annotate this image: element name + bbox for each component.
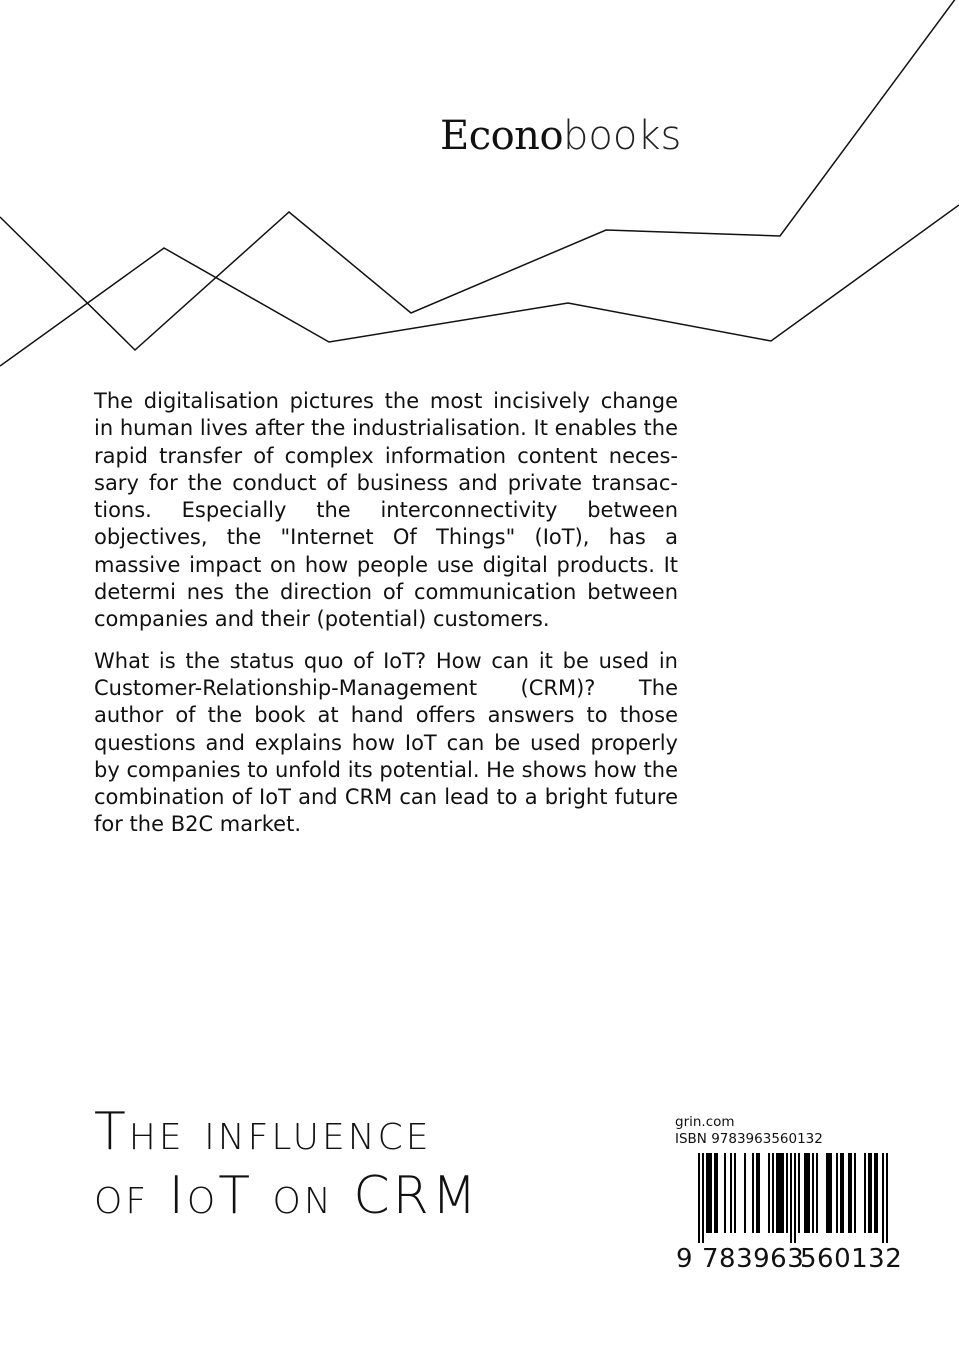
publisher-logo bbox=[440, 112, 681, 160]
barcode-bar bbox=[778, 1153, 780, 1233]
barcode-bar bbox=[828, 1153, 830, 1233]
barcode-bar bbox=[876, 1153, 878, 1233]
barcode-bar bbox=[786, 1153, 788, 1233]
decorative-line-graphic bbox=[0, 0, 959, 380]
barcode-bar bbox=[840, 1153, 842, 1233]
barcode-bar bbox=[782, 1153, 784, 1233]
barcode-bar bbox=[776, 1153, 778, 1233]
book-title-line: of IoT on CRM bbox=[94, 1166, 480, 1226]
barcode-bar bbox=[756, 1153, 758, 1233]
barcode-bar bbox=[698, 1153, 700, 1243]
barcode-bar bbox=[780, 1153, 782, 1233]
barcode-bar bbox=[752, 1153, 754, 1233]
barcode-bar bbox=[794, 1153, 796, 1243]
publisher-logo-bold: Econo bbox=[440, 113, 564, 159]
barcode-bar bbox=[804, 1153, 806, 1233]
blurb-paragraph: The digitalisation pictures the most incisively change in human lives after the industrialisation. It enables the rapid transfer of complex information content necessary for the conduct of business and private transactions. Especially the interconnectivity between objectives, the "Internet Of Things" (IoT), has a massive impact on how people use digital products. It determi nes the direction of communication between companies and their (potential) customers. bbox=[94, 389, 678, 632]
barcode-bar bbox=[706, 1153, 708, 1233]
barcode-bar bbox=[808, 1153, 810, 1233]
barcode-bar bbox=[886, 1153, 888, 1243]
barcode-digits bbox=[676, 1243, 903, 1283]
book-title-line: The influence bbox=[94, 1102, 432, 1162]
barcode-bar bbox=[734, 1153, 736, 1233]
barcode-bar bbox=[806, 1153, 808, 1233]
publisher-logo-light: books bbox=[563, 113, 682, 159]
barcode-lead-digit: 9 bbox=[676, 1244, 694, 1274]
barcode-bar bbox=[702, 1153, 704, 1243]
barcode-right-digits: 560132 bbox=[800, 1244, 903, 1274]
barcode-bar bbox=[724, 1153, 726, 1233]
barcode-bar bbox=[816, 1153, 818, 1233]
imprint bbox=[675, 1114, 823, 1148]
decorative-line-1 bbox=[0, 0, 959, 350]
barcode-bar bbox=[854, 1153, 856, 1233]
barcode-bar bbox=[836, 1153, 838, 1233]
barcode-bar bbox=[798, 1153, 800, 1233]
barcode-bar bbox=[772, 1153, 774, 1233]
barcode-bar bbox=[714, 1153, 716, 1233]
barcode-bar bbox=[868, 1153, 870, 1233]
barcode-bar bbox=[826, 1153, 828, 1233]
barcode-bar bbox=[758, 1153, 760, 1233]
barcode-bar bbox=[874, 1153, 876, 1233]
barcode-bar bbox=[812, 1153, 814, 1233]
barcode-bar bbox=[882, 1153, 884, 1243]
isbn-label: ISBN 9783963560132 bbox=[675, 1131, 823, 1147]
barcode-bar bbox=[744, 1153, 746, 1233]
barcode-bar bbox=[864, 1153, 866, 1233]
barcode-left-digits: 783963 bbox=[702, 1244, 805, 1274]
blurb-paragraph: What is the status quo of IoT? How can it be used in Customer-Relationship-Management (CRM)? The author of the book at hand offers answers to those questions and explains how IoT can be used properly by companies to unfold its potential. He shows how the combination of IoT and CRM can lead to a bright future for the B2C market. bbox=[94, 648, 678, 837]
barcode-bar bbox=[710, 1153, 712, 1233]
back-cover-blurb bbox=[94, 388, 678, 853]
barcode-bar bbox=[848, 1153, 850, 1233]
barcode-bar bbox=[768, 1153, 770, 1233]
book-title bbox=[94, 1100, 594, 1228]
barcode-bar bbox=[830, 1153, 832, 1233]
isbn-barcode bbox=[676, 1153, 900, 1243]
publisher-website: grin.com bbox=[675, 1114, 735, 1130]
barcode-bar bbox=[842, 1153, 844, 1233]
barcode-bar bbox=[716, 1153, 718, 1233]
barcode-bar bbox=[708, 1153, 710, 1233]
barcode-bar bbox=[850, 1153, 852, 1233]
barcode-bar bbox=[870, 1153, 872, 1233]
barcode-bar bbox=[790, 1153, 792, 1243]
barcode-bar bbox=[730, 1153, 732, 1233]
